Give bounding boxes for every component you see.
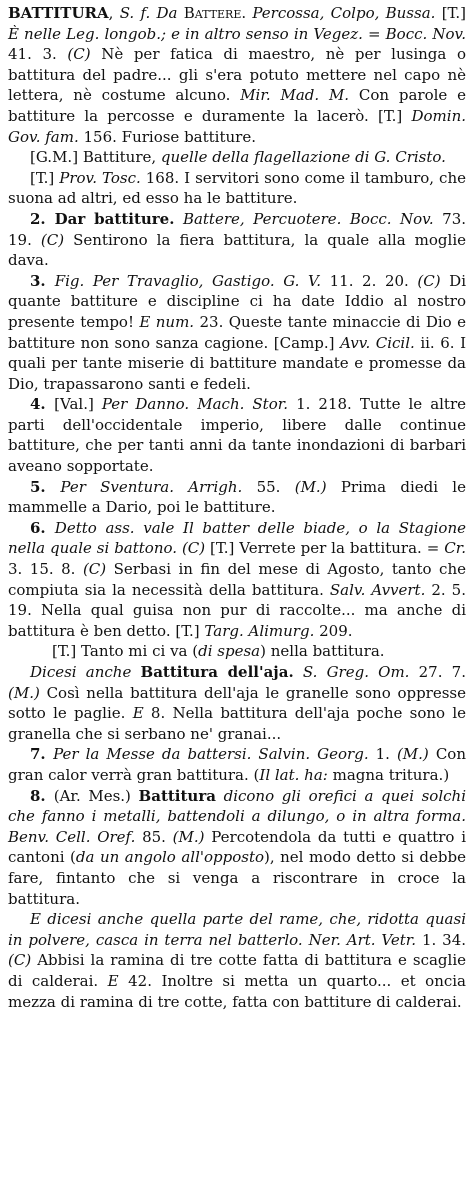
text-run: 85. xyxy=(135,827,173,846)
text-run: Domin. Gov. fam. xyxy=(8,106,466,146)
etymology-prefix: Da xyxy=(156,4,178,22)
text-run: [T.] xyxy=(30,168,60,187)
text-run: 2. 5. 19. Nella qual guisa non pur di raccolte... ma anche di battitura è ben detto. [T.] xyxy=(8,580,466,640)
text-run: 156. Furiose battiture. xyxy=(78,127,256,146)
text-run: 168. I servitori sono come il tamburo, che suona ad altri, ed esso ha le battiture. xyxy=(8,168,466,208)
text-run: Mir. Mad. M. xyxy=(240,86,350,105)
text-run: 27. 7. xyxy=(409,663,466,681)
text-run: 1. 34. xyxy=(416,930,467,949)
text-run: Battitura dell'aja. xyxy=(140,663,294,681)
text-run: da un angolo all'opposto xyxy=(75,848,265,867)
text-run: E xyxy=(107,971,119,990)
text-run: 2. xyxy=(30,209,55,228)
text-run: 4. xyxy=(30,395,55,414)
text-run: 7. xyxy=(30,745,54,764)
entry-gloss: Percossa, Colpo, Bussa. xyxy=(252,4,436,22)
entry-head xyxy=(8,3,466,147)
text-run: Abbisi la ramina di tre cotte fatta di battitura e scaglie di calderai. xyxy=(8,951,466,990)
sense-paragraph xyxy=(8,168,466,209)
text-run: (C) xyxy=(8,951,32,970)
text-run: Avv. Cicil. xyxy=(340,333,415,352)
text-run: Leg. longob.; e in altro senso in Vegez. xyxy=(66,24,363,43)
part-of-speech: S. f. xyxy=(119,4,151,22)
text-run: Sentirono la fiera battitura, la quale alla moglie dava. xyxy=(8,230,466,270)
text-run: Battitura xyxy=(138,786,216,805)
sense-paragraph xyxy=(8,394,466,476)
text-run: quelle della flagellazione di G. Cristo. xyxy=(160,148,446,167)
sense-paragraph xyxy=(8,477,466,518)
text-run: 8. Nella battitura dell'aja poche sono le granella che si serbano ne' granai... xyxy=(8,704,467,743)
text-run: (C) xyxy=(82,560,107,579)
text-run: Nè per fatica di maestro, nè per lusinga o battitura del padre... gli s'era potuto mettere nel capo nè lettera, nè costume alcuno. xyxy=(8,45,466,105)
text-run: 209. xyxy=(314,621,353,640)
text-run: 5. xyxy=(30,477,61,496)
sense-paragraph xyxy=(8,518,466,642)
text-run: (M.) xyxy=(8,683,40,702)
text-run: S. Greg. Om. xyxy=(293,663,410,681)
sense-paragraph xyxy=(8,744,466,785)
etymology-sep: . xyxy=(241,4,253,22)
text-run: Salv. Avvert. xyxy=(329,580,426,599)
sense-paragraph xyxy=(8,147,466,168)
headword: BATTITURA xyxy=(8,4,109,22)
text-run: (C) xyxy=(67,45,91,64)
text-run: Targ. Alimurg. xyxy=(204,621,315,640)
text-run: E xyxy=(132,704,144,723)
text-run: 6. xyxy=(30,518,55,537)
text-run: ) nella battitura. xyxy=(260,642,385,661)
text-run: 3. 15. 8. xyxy=(8,560,83,579)
text-run: [T.] xyxy=(441,4,466,22)
text-run: 42. Inoltre si metta un quarto... et oncia mezza di ramina di tre cotte, fatta con battiture di calderai. xyxy=(8,971,466,1011)
sense-paragraph xyxy=(8,786,466,910)
text-run: Cr. xyxy=(444,539,466,558)
text-run: Bocc. Nov. xyxy=(385,24,467,43)
text-run: Dar battiture. xyxy=(54,209,175,228)
text-run: di spesa xyxy=(198,642,261,661)
text-run: Per la Messe da battersi. Salvin. Georg. xyxy=(53,745,369,764)
text-run: Per Danno. Mach. Stor. xyxy=(101,395,289,414)
text-run: Così nella battitura dell'aja le granelle sono oppresse sotto le paglie. xyxy=(8,683,466,723)
text-run: Con gran calor verrà gran battitura. ( xyxy=(8,745,466,784)
text-run: (M.) xyxy=(294,477,327,496)
text-run: (C) xyxy=(417,271,441,290)
text-run: Il lat. ha: xyxy=(259,765,328,784)
sense-paragraph xyxy=(8,641,466,662)
text-run: 41. 3. xyxy=(8,45,68,64)
text-run: Prov. Tosc. xyxy=(59,168,141,187)
text-run: [T.] Verrete per la battitura. = xyxy=(205,539,445,558)
headword-sep: , xyxy=(108,4,120,22)
text-run: (C) xyxy=(40,230,65,249)
text-run: (C) xyxy=(181,539,206,558)
text-run: Battere, Percuotere. Bocc. Nov. xyxy=(174,209,434,228)
text-run: (M.) xyxy=(396,745,429,764)
text-run: Con parole e battiture la percosse e duramente la lacerò. [T.] xyxy=(8,86,466,125)
text-run: Serbasi in fin del mese di Agosto, tanto che compiuta sia la necessità della battitura. xyxy=(8,560,466,599)
text-run: 11. 2. 20. xyxy=(321,271,418,290)
text-run: ), nel modo detto si debbe fare, fintanto che si venga a riscontrare in croce la battitura. xyxy=(8,848,466,908)
text-run: [G.M.] Battiture, xyxy=(30,148,161,167)
sense-paragraph xyxy=(8,209,466,271)
text-run: 23. Queste tante minaccie di Dio e battiture non sono sanza cagione. [Camp.] xyxy=(8,312,466,352)
entry-intro xyxy=(8,4,466,146)
text-run: 73. 19. xyxy=(8,209,467,249)
text-run: = xyxy=(362,24,386,43)
text-run: È nelle xyxy=(8,24,67,43)
text-run: [Val.] xyxy=(54,395,102,414)
text-run: 1. xyxy=(368,745,397,764)
sense-paragraph xyxy=(8,662,466,744)
text-run: [T.] Tanto mi ci va ( xyxy=(52,642,199,661)
text-run: 1. 218. Tutte le altre parti dell'occidentale imperio, libere dalle continue battiture, che per tanti anni da tante inondazioni di barbari aveano sopportate. xyxy=(8,395,467,476)
etymology-word: Battere xyxy=(183,4,242,22)
sense-paragraph xyxy=(8,909,466,1012)
text-run: Dicesi anche xyxy=(30,663,141,681)
sense-paragraph xyxy=(8,271,466,395)
text-run: 3. xyxy=(30,271,55,290)
entry-senses xyxy=(8,147,466,1012)
text-run: 55. xyxy=(242,477,295,496)
text-run: Fig. Per Travaglio, Gastigo. G. V. xyxy=(54,271,322,290)
text-run: (M.) xyxy=(172,827,205,846)
text-run: Prima diedi le mammelle a Dario, poi le battiture. xyxy=(8,477,466,517)
text-run: Per Sventura. Arrigh. xyxy=(60,477,243,496)
text-run: ii. 6. I quali per tante miserie di battiture mandate e promesse da Dio, trapassarono santi e fedeli. xyxy=(8,333,466,393)
text-run: E num. xyxy=(139,312,195,331)
text-run: (Ar. Mes.) xyxy=(53,786,139,805)
text-run: 8. xyxy=(30,786,54,805)
text-run: Detto ass. vale Il batter delle biade, o la Stagione nella quale si battono. xyxy=(8,518,466,558)
text-run: magna tritura.) xyxy=(327,765,450,784)
text-run: E dicesi anche quella parte del rame, che, ridotta quasi in polvere, casca in terra nel batterlo. Ner. Art. Vetr. xyxy=(8,910,466,949)
text-run: Percotendola da tutti e quattro i cantoni ( xyxy=(8,827,466,867)
text-run: Di quante battiture e discipline ci ha date Iddio al nostro presente tempo! xyxy=(8,271,467,331)
text-run: dicono gli orefici a quei solchi che fanno i metalli, battendoli a dilungo, o in altra forma. Benv. Cell. Oref. xyxy=(8,786,466,846)
